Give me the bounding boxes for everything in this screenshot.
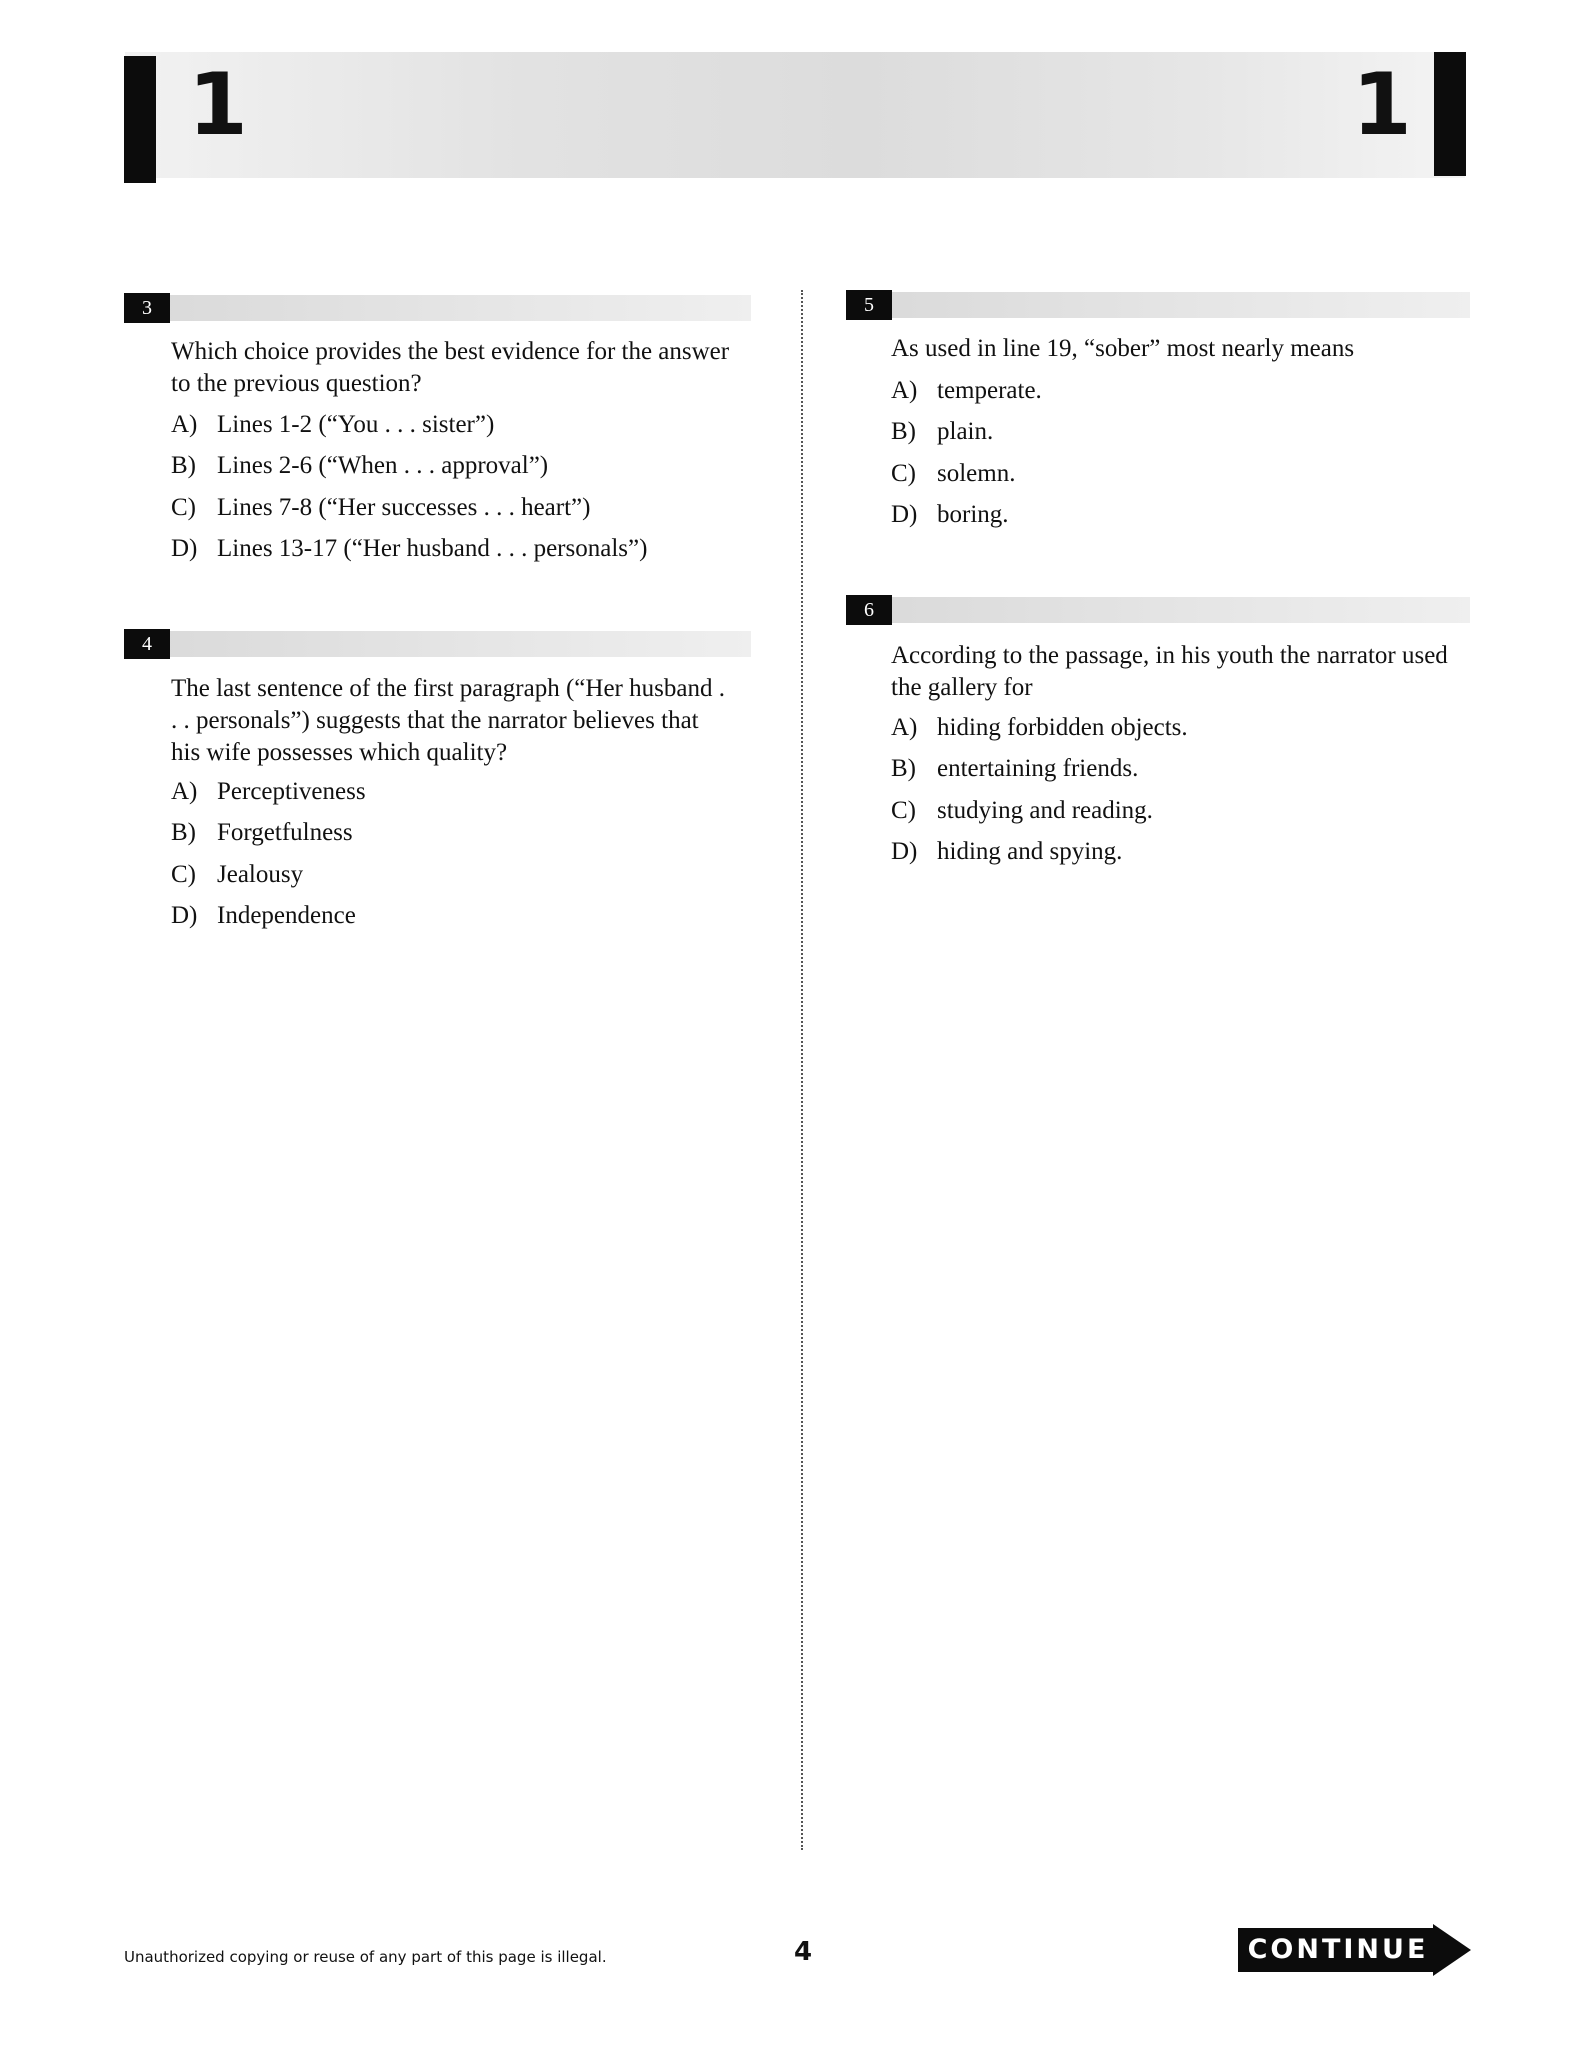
question-6-choices xyxy=(891,712,1188,878)
question-3-choices xyxy=(171,409,647,575)
continue-button[interactable] xyxy=(1238,1924,1470,1976)
question-6-header xyxy=(846,595,1470,625)
choice-label: B) xyxy=(891,418,916,446)
question-header-strip xyxy=(124,631,751,657)
question-header-strip xyxy=(124,295,751,321)
answer-choice[interactable] xyxy=(171,450,647,491)
choice-text: hiding and spying. xyxy=(937,838,1123,866)
choice-text: Lines 13-17 (“Her husband . . . personals”) xyxy=(217,535,648,563)
answer-choice[interactable] xyxy=(891,416,1042,457)
question-5-header xyxy=(846,290,1470,320)
question-5-stem: As used in line 19, “sober” most nearly means xyxy=(891,335,1355,362)
choice-label: C) xyxy=(891,459,916,487)
choice-label: C) xyxy=(171,860,196,888)
question-4-choices xyxy=(171,776,366,942)
choice-text: Independence xyxy=(217,902,356,930)
choice-text: Lines 7-8 (“Her successes . . . heart”) xyxy=(217,493,591,521)
answer-choice[interactable] xyxy=(891,458,1042,499)
choice-text: temperate. xyxy=(937,377,1042,404)
choice-label: A) xyxy=(891,714,918,741)
answer-choice[interactable] xyxy=(891,712,1188,753)
choice-text: solemn. xyxy=(937,459,1016,487)
choice-text: boring. xyxy=(937,501,1009,529)
choice-label: C) xyxy=(891,796,916,824)
choice-label: B) xyxy=(891,755,916,783)
page-number: 4 xyxy=(794,1937,813,1967)
answer-choice[interactable] xyxy=(171,409,647,450)
question-number-badge: 6 xyxy=(846,595,892,625)
choice-text: Jealousy xyxy=(217,860,304,888)
question-number-badge: 5 xyxy=(846,290,892,320)
choice-text: plain. xyxy=(937,418,994,446)
question-number-badge: 4 xyxy=(124,629,170,659)
choice-label: B) xyxy=(171,452,196,480)
answer-choice[interactable] xyxy=(171,492,647,533)
answer-choice[interactable] xyxy=(891,499,1042,540)
question-4-header xyxy=(124,629,751,659)
choice-text: Lines 2-6 (“When . . . approval”) xyxy=(217,452,549,480)
answer-choice[interactable] xyxy=(171,900,366,941)
arrow-right-icon xyxy=(1433,1924,1471,1976)
column-divider xyxy=(801,290,803,1850)
choice-text: entertaining friends. xyxy=(937,755,1139,783)
question-4-stem: The last sentence of the first paragraph (“Her husband . . . personals”) suggests that the narrator believes that his wife possesses which quality? xyxy=(171,675,725,766)
choice-label: D) xyxy=(171,902,198,930)
answer-choice[interactable] xyxy=(171,533,647,574)
choice-label: B) xyxy=(171,819,196,847)
answer-choice[interactable] xyxy=(171,817,366,858)
choice-label: D) xyxy=(891,838,918,866)
answer-choice[interactable] xyxy=(171,859,366,900)
answer-choice[interactable] xyxy=(891,836,1188,877)
section-number-right: 1 xyxy=(1352,55,1412,155)
question-6-stem: According to the passage, in his youth the narrator used the gallery for xyxy=(891,642,1448,701)
choice-label: A) xyxy=(171,778,198,805)
choice-label: D) xyxy=(171,535,198,563)
choice-text: Forgetfulness xyxy=(217,819,353,847)
answer-choice[interactable] xyxy=(891,753,1188,794)
answer-choice[interactable] xyxy=(891,375,1042,416)
section-header-band xyxy=(125,52,1465,178)
answer-choice[interactable] xyxy=(891,795,1188,836)
section-marker-left xyxy=(124,56,156,183)
section-number-left: 1 xyxy=(188,55,248,155)
section-marker-right xyxy=(1434,52,1466,176)
choice-label: A) xyxy=(171,411,198,438)
question-header-strip xyxy=(846,597,1470,623)
question-number-badge: 3 xyxy=(124,293,170,323)
question-3-header xyxy=(124,293,751,323)
choice-text: Lines 1-2 (“You . . . sister”) xyxy=(217,411,495,438)
question-5-choices xyxy=(891,375,1042,541)
choice-text: Perceptiveness xyxy=(217,778,366,805)
choice-text: studying and reading. xyxy=(937,796,1153,824)
answer-choice[interactable] xyxy=(171,776,366,817)
copyright-notice: Unauthorized copying or reuse of any part of this page is illegal. xyxy=(124,1948,607,1966)
question-3-stem: Which choice provides the best evidence for the answer to the previous question? xyxy=(171,338,730,397)
continue-label: CONTINUE xyxy=(1247,1934,1429,1965)
choice-text: hiding forbidden objects. xyxy=(937,714,1188,741)
choice-label: A) xyxy=(891,377,918,404)
question-header-strip xyxy=(846,292,1470,318)
choice-label: C) xyxy=(171,493,196,521)
choice-label: D) xyxy=(891,501,918,529)
